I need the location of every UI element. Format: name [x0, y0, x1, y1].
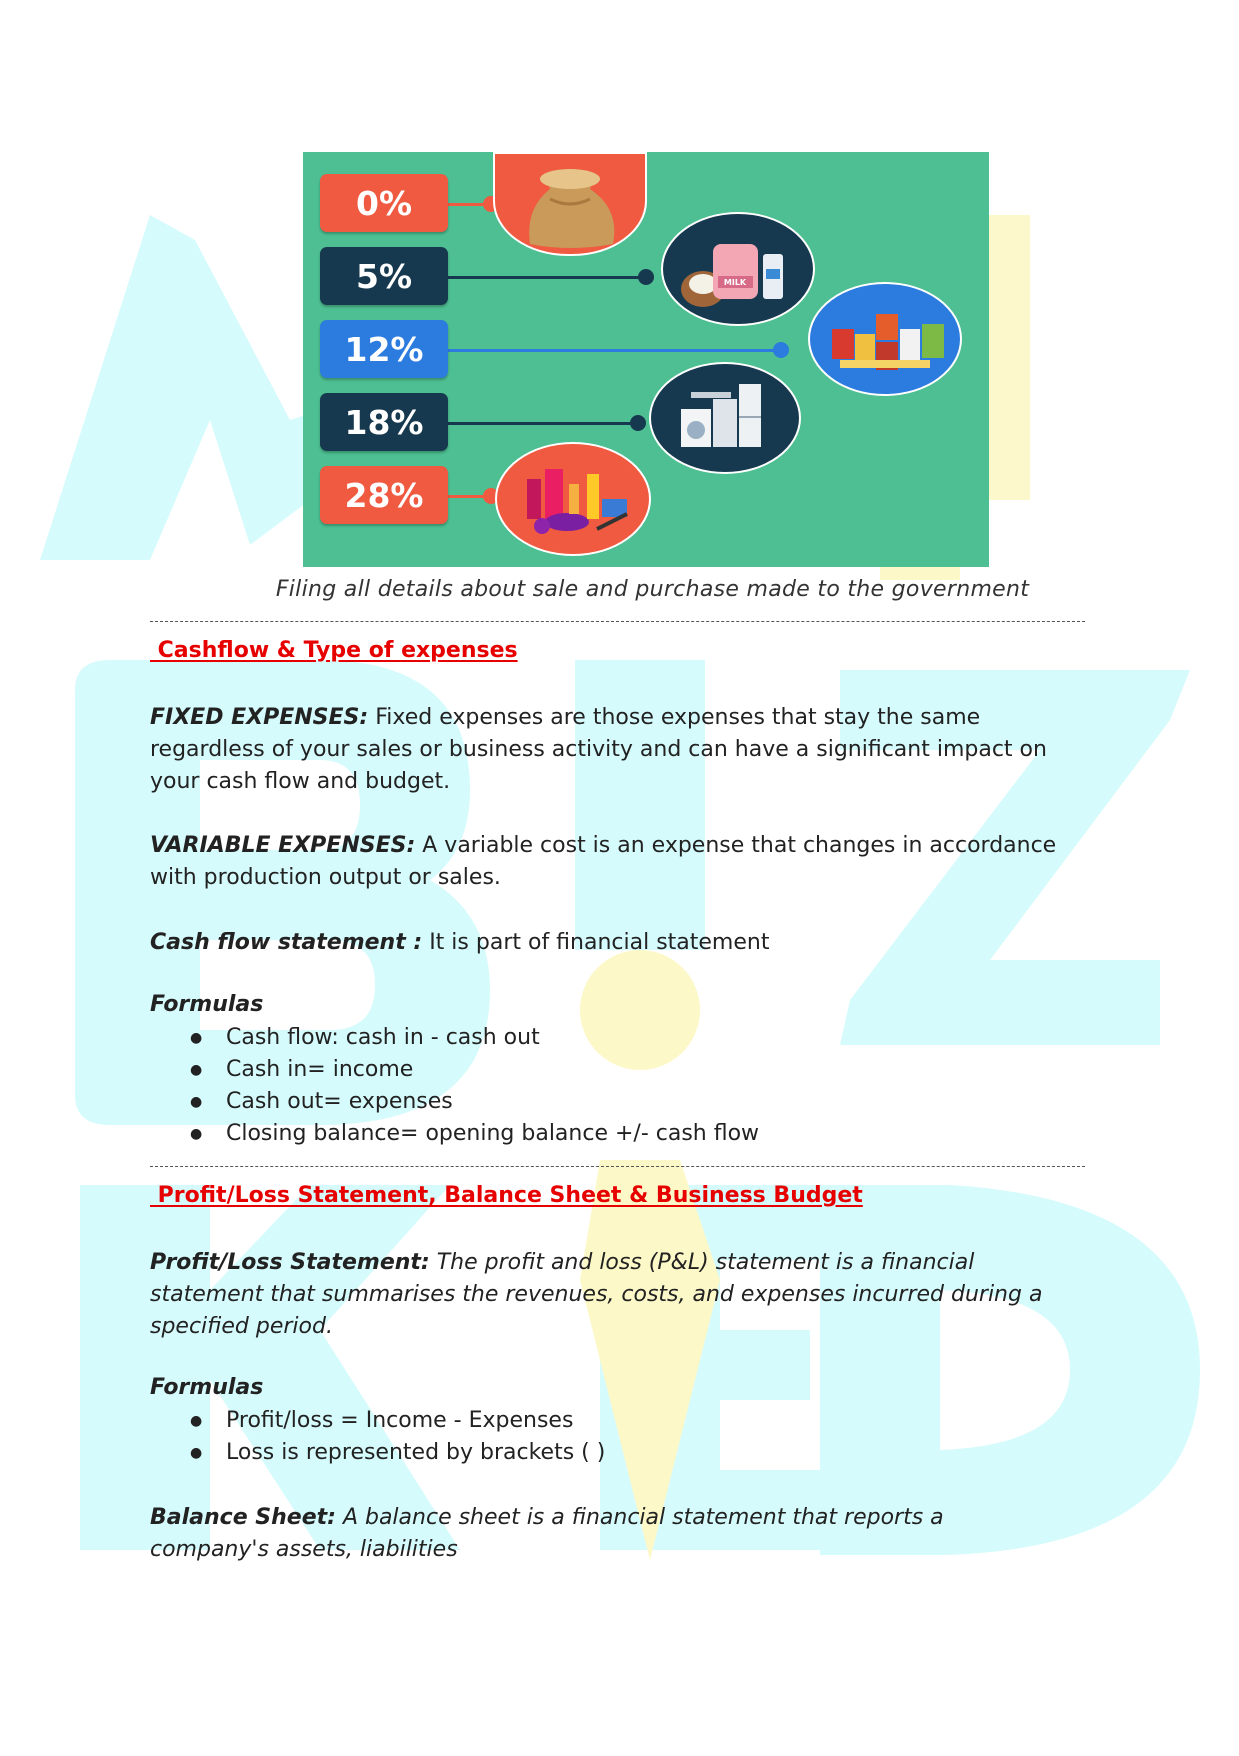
canned-foods-icon	[808, 282, 962, 396]
rate-badge-0: 0%	[320, 174, 448, 232]
profit-loss-paragraph	[150, 1247, 1085, 1343]
section-heading-profit-loss: Profit/Loss Statement, Balance Sheet & Business Budget	[150, 1183, 863, 1208]
dashed-divider	[150, 1166, 1085, 1167]
gst-rates-infographic	[303, 152, 989, 567]
connector-dot	[773, 342, 789, 358]
variable-expenses-text: A variable cost is an expense that changes in accordance with production output or sales.	[150, 833, 1057, 890]
balance-sheet-paragraph	[150, 1502, 980, 1566]
section-heading-cashflow: Cashflow & Type of expenses	[150, 638, 518, 663]
balance-sheet-term: Balance Sheet:	[150, 1505, 336, 1530]
cashflow-formulas-list	[190, 1022, 759, 1150]
connector-dot	[638, 269, 654, 285]
list-item: ● Cash in= income	[190, 1054, 759, 1086]
connector-line	[448, 203, 488, 206]
rate-badge-5: 5%	[320, 247, 448, 305]
connector-dot	[630, 415, 646, 431]
milk-label: MILK	[723, 278, 747, 287]
cash-flow-statement-text: It is part of financial statement	[422, 930, 770, 955]
grain-sack-icon	[493, 152, 647, 256]
profit-loss-term: Profit/Loss Statement:	[150, 1250, 430, 1275]
dashed-divider	[150, 621, 1085, 622]
connector-line	[448, 276, 643, 279]
list-item: ● Closing balance= opening balance +/- cash flow	[190, 1118, 759, 1150]
milk-dairy-icon	[661, 212, 815, 326]
appliances-icon	[649, 362, 801, 474]
variable-expenses-paragraph	[150, 830, 1085, 894]
balance-sheet-text: A balance sheet is a financial statement that reports a company's assets, liabilities	[150, 1505, 944, 1562]
connector-line	[448, 349, 778, 352]
cosmetics-icon	[495, 442, 651, 556]
profit-loss-formulas-list	[190, 1405, 605, 1469]
fixed-expenses-term: FIXED EXPENSES:	[150, 705, 369, 730]
fixed-expenses-paragraph	[150, 702, 1085, 798]
list-item: ● Profit/loss = Income - Expenses	[190, 1405, 605, 1437]
list-item: ● Cash flow: cash in - cash out	[190, 1022, 759, 1054]
cash-flow-statement-paragraph	[150, 927, 1085, 959]
fixed-expenses-text: Fixed expenses are those expenses that stay the same regardless of your sales or business activity and can have a significant impact on your cash flow and budget.	[150, 705, 1047, 794]
list-item: ● Loss is represented by brackets ( )	[190, 1437, 605, 1469]
image-caption: Filing all details about sale and purchase made to the government	[275, 577, 1030, 602]
connector-line	[448, 422, 643, 425]
rate-badge-28: 28%	[320, 466, 448, 524]
profit-loss-text: The profit and loss (P&L) statement is a financial statement that summarises the revenues, costs, and expenses incurred during a specified period.	[150, 1250, 1043, 1339]
cash-flow-statement-term: Cash flow statement :	[150, 930, 423, 955]
formulas-label: Formulas	[150, 992, 264, 1017]
formulas-label: Formulas	[150, 1375, 264, 1400]
rate-badge-18: 18%	[320, 393, 448, 451]
rate-badge-12: 12%	[320, 320, 448, 378]
list-item: ● Cash out= expenses	[190, 1086, 759, 1118]
variable-expenses-term: VARIABLE EXPENSES:	[150, 833, 416, 858]
